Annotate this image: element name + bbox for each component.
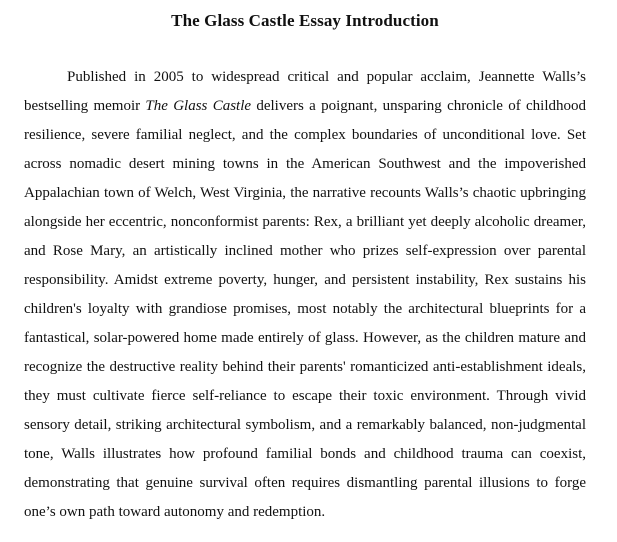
- paragraph-text-after-title: delivers a poignant, unsparing chronicle of childhood resilience, severe familial neglect, and the complex boundaries of unconditional love. Set across nomadic desert mining towns in the American Southwest and the impoverished Appalachian town of Welch, West Virginia, the narrative recounts Walls’s chaotic upbringing alongside her eccentric, nonconformist parents: Rex, a brilliant yet deeply alcoholic dreamer, and Rose Mary, an artistically inclined mother who prizes self-expression over parental responsibility. Amidst extreme poverty, hunger, and persistent instability, Rex sustains his children's loyalty with grandiose promises, most notably the architectural blueprints for a fantastical, solar-powered home made entirely of glass. However, as the children mature and recognize the destructive reality behind their parents' romanticized anti-establishment ideals, they must cultivate fierce self-reliance to escape their toxic environment. Through vivid sensory detail, striking architectural symbolism, and a remarkably balanced, non-judgmental tone, Walls illustrates how profound familial bonds and childhood trauma can coexist, demonstrating that genuine survival often requires dismantling parental illusions to forge one’s own path toward autonomy and redemption.: [24, 98, 586, 520]
- document-title: The Glass Castle Essay Introduction: [171, 11, 439, 30]
- intro-paragraph: [24, 63, 586, 527]
- book-title-italic: The Glass Castle: [145, 98, 252, 114]
- paragraph-text-before-title: Published in 2005 to widespread critical and popular acclaim, Jeannette Walls’s bestselling memoir: [24, 69, 586, 114]
